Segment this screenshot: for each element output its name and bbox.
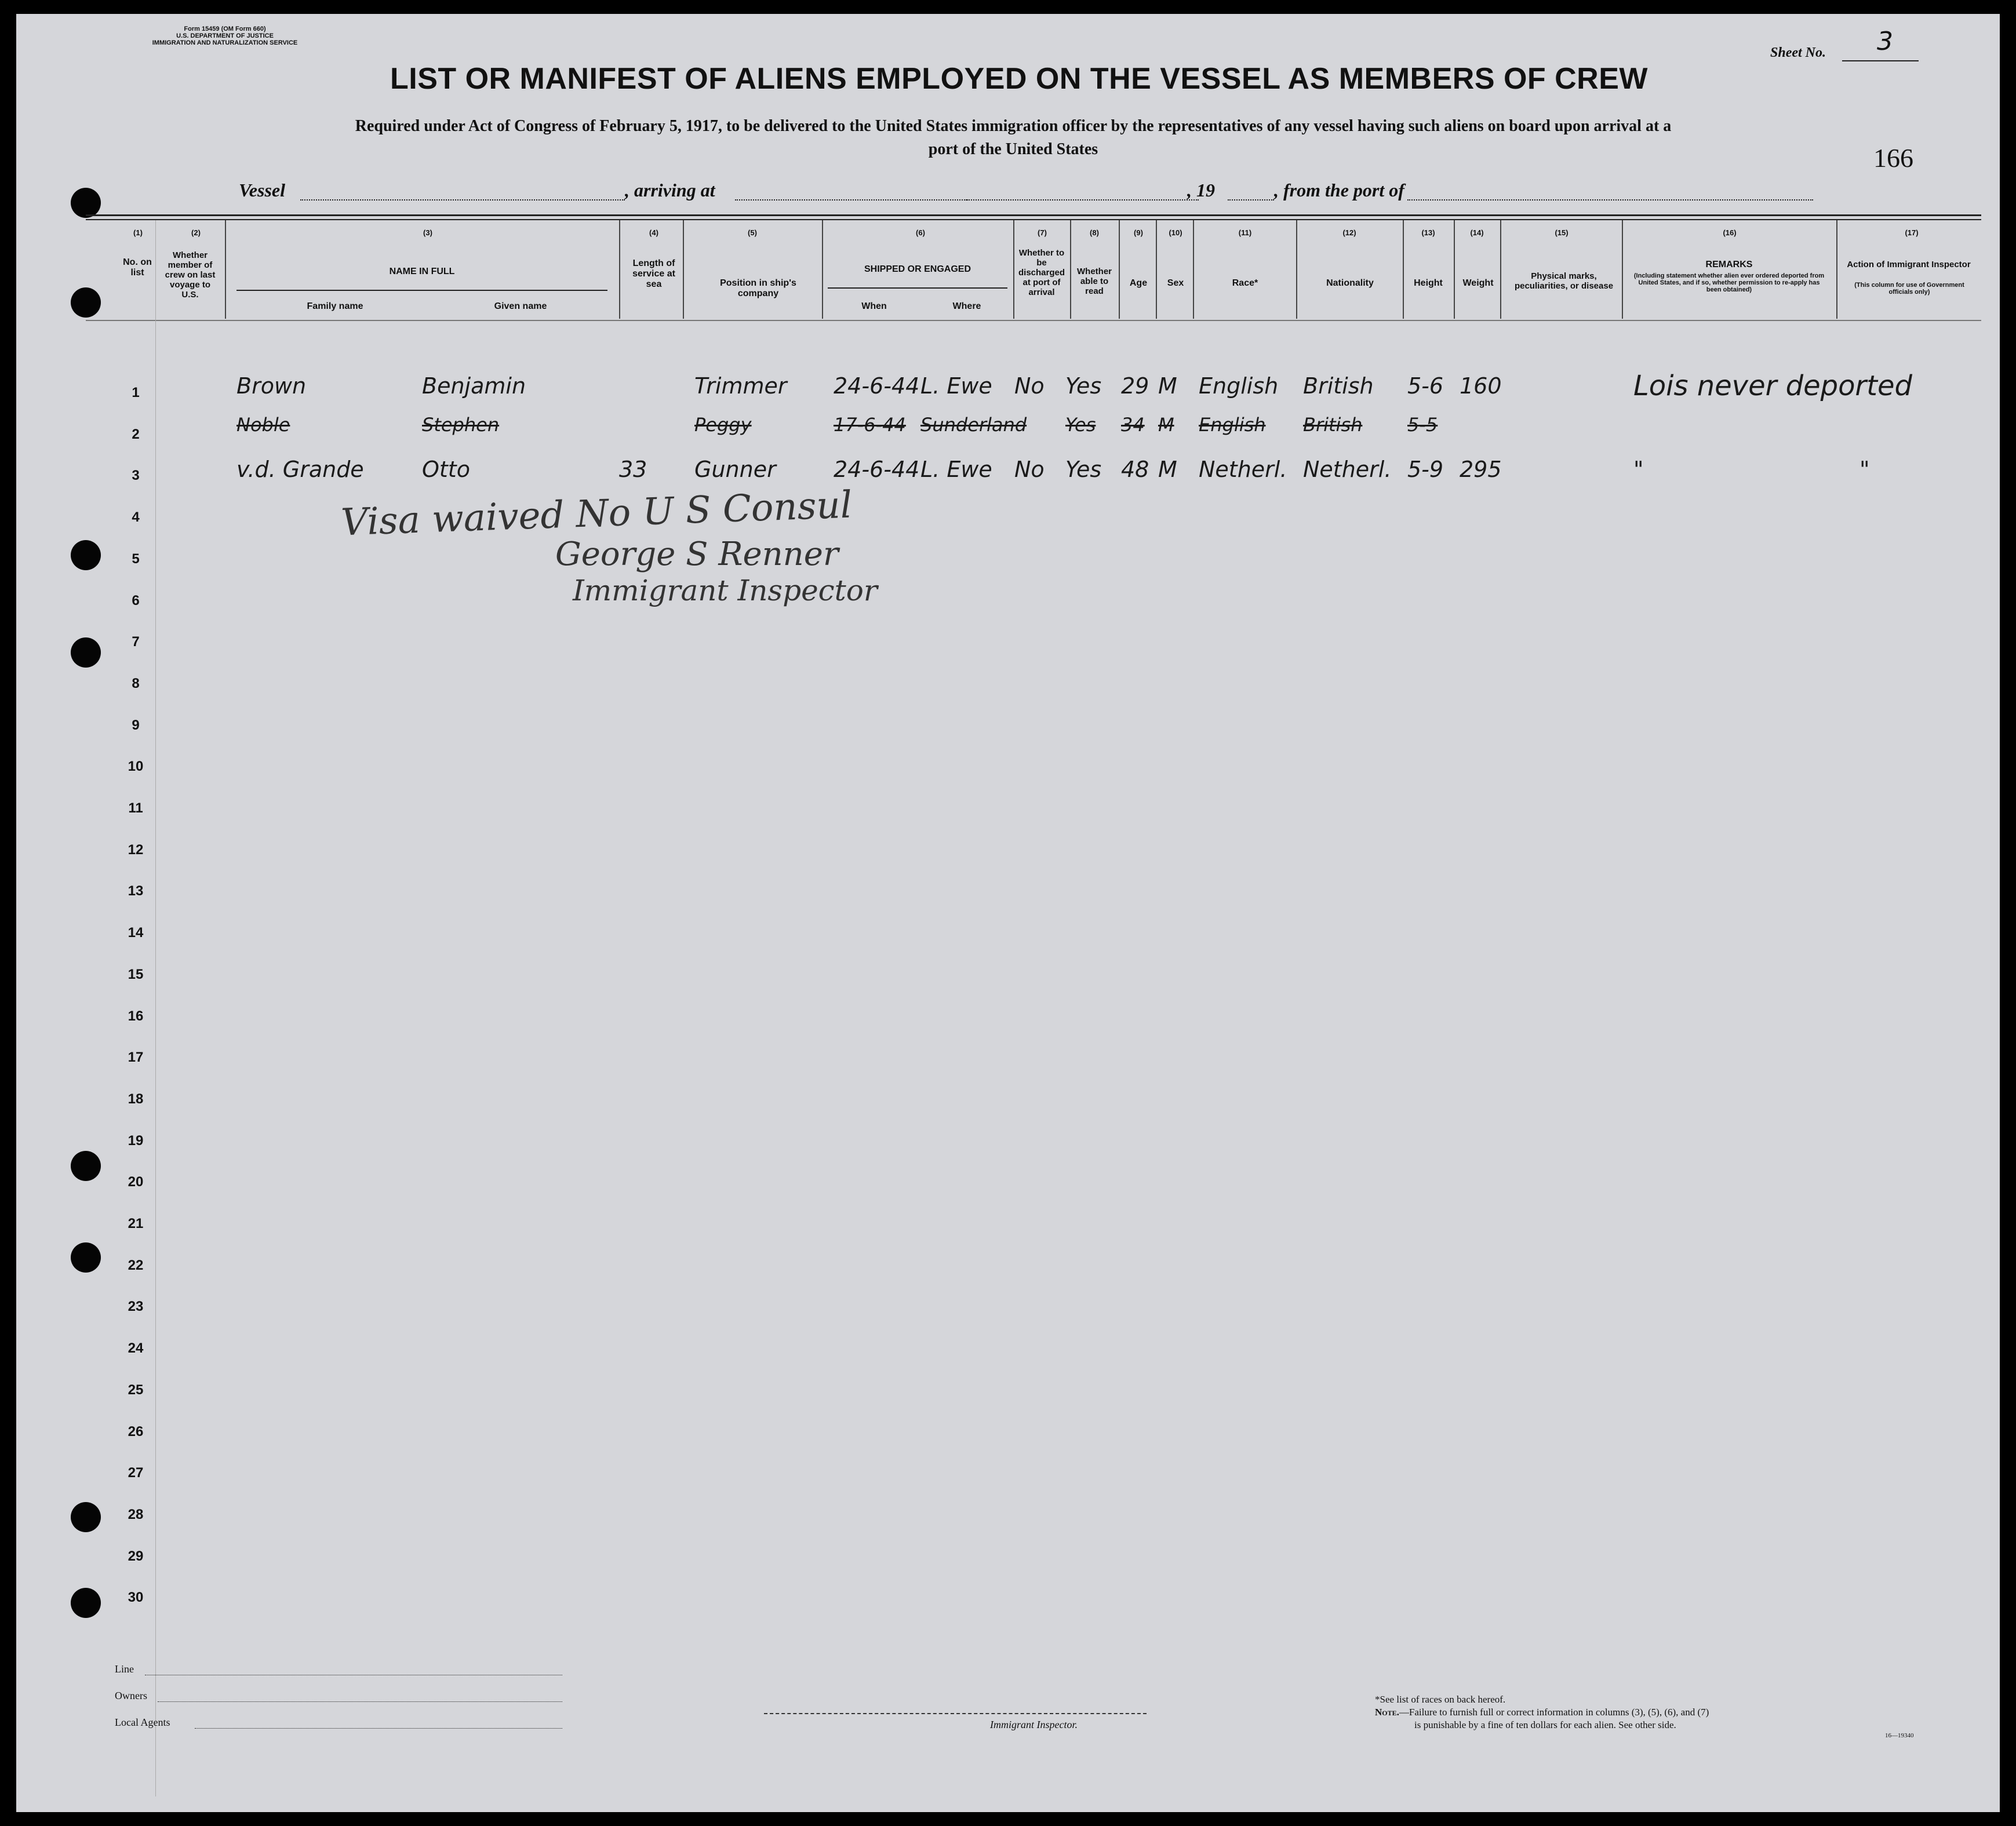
given-name-cell: Stephen (422, 414, 500, 436)
punch-hole (71, 287, 101, 318)
column-number: (17) (1905, 228, 1919, 237)
form-id (118, 25, 332, 46)
row-number: 26 (128, 1423, 144, 1439)
inspector-signature-title: Immigrant Inspector (573, 574, 878, 607)
header-member-of-crew: Whether member of crew on last voyage to U.S. (165, 250, 216, 300)
remarks-cell: " (1633, 457, 1644, 482)
manifest-page (16, 14, 2000, 1812)
header-remarks-note: (Including statement whether alien ever ordered deported from United States, and if so, whether permission to re-apply has been obtained) (1633, 272, 1825, 293)
column-divider (1296, 220, 1297, 319)
row-number: 17 (128, 1049, 144, 1066)
row-number: 7 (132, 634, 140, 650)
column-number: (14) (1470, 228, 1484, 237)
note-label: Note. (1375, 1707, 1399, 1718)
height-cell: 5-6 (1407, 373, 1444, 399)
column-number: (4) (649, 228, 658, 237)
column-divider (619, 220, 620, 319)
print-code: 16—19340 (1885, 1732, 1914, 1739)
read-cell: Yes (1065, 414, 1096, 436)
column-number: (15) (1555, 228, 1569, 237)
column-divider (1836, 220, 1837, 319)
position-cell: Gunner (694, 457, 776, 482)
nationality-cell: Netherl. (1303, 457, 1392, 482)
row-number: 11 (128, 800, 143, 816)
column-number: (8) (1090, 228, 1099, 237)
where-cell: Sunderland (920, 414, 1027, 436)
column-divider (1622, 220, 1623, 319)
note-line-2: is punishable by a fine of ten dollars for each alien. See other side. (1414, 1719, 1676, 1730)
sheet-number: 3 (1877, 27, 1893, 56)
header-family-name: Family name (307, 301, 363, 311)
row-number: 16 (128, 1008, 144, 1024)
department-name: U.S. DEPARTMENT OF JUSTICE (176, 32, 274, 39)
footer-owners-label: Owners (115, 1690, 147, 1701)
punch-hole (71, 1242, 101, 1273)
note-line (1375, 1706, 1709, 1719)
header-height: Height (1414, 278, 1443, 288)
header-weight: Weight (1462, 278, 1494, 288)
header-remarks: REMARKS (1705, 260, 1753, 269)
date-field[interactable] (967, 199, 1199, 201)
header-discharged: Whether to be discharged at port of arrival (1018, 248, 1065, 297)
weight-cell: 295 (1460, 457, 1502, 482)
column-divider (1156, 220, 1157, 319)
year-field[interactable] (1228, 199, 1274, 201)
inspector-signature-line[interactable] (764, 1713, 1147, 1714)
vessel-field[interactable] (300, 199, 625, 201)
service-cell: 33 (619, 457, 647, 482)
row-number: 19 (128, 1132, 144, 1149)
read-cell: Yes (1065, 457, 1102, 482)
column-number: (13) (1421, 228, 1435, 237)
discharged-cell: No (1014, 373, 1045, 399)
when-cell: 24-6-44 (834, 457, 920, 482)
row-number: 1 (132, 385, 140, 400)
row-number: 9 (132, 717, 140, 733)
races-note: *See list of races on back hereof. (1375, 1694, 1506, 1705)
column-number: (2) (191, 228, 201, 237)
column-number: (11) (1238, 228, 1252, 237)
sheet-underline (1842, 60, 1919, 61)
height-cell: 5-5 (1407, 414, 1438, 436)
footer-local-agents-field[interactable] (195, 1728, 562, 1729)
year-label: , 19 (1187, 180, 1215, 201)
when-cell: 17-6-44 (834, 414, 906, 436)
row-number: 6 (132, 592, 140, 608)
header-able-to-read: Whether able to read (1077, 267, 1112, 296)
header-where: Where (952, 301, 981, 311)
age-cell: 34 (1121, 414, 1145, 436)
header-bottom-rule (86, 320, 1981, 321)
header-given-name: Given name (494, 301, 547, 311)
header-physical-marks: Physical marks, peculiarities, or disease (1514, 271, 1614, 291)
arriving-at-field[interactable] (735, 199, 967, 201)
column-number: (16) (1723, 228, 1737, 237)
header-race: Race* (1232, 278, 1258, 288)
row-number: 8 (132, 675, 140, 691)
race-cell: English (1199, 373, 1279, 399)
arriving-at-label: , arriving at (625, 180, 715, 201)
punch-hole (71, 1502, 101, 1532)
family-name-cell: Brown (236, 373, 307, 399)
row-number: 18 (128, 1091, 144, 1107)
when-cell: 24-6-44 (834, 373, 920, 399)
row-number: 24 (128, 1340, 144, 1357)
row-number: 13 (128, 883, 144, 899)
footer-owners-field[interactable] (158, 1701, 562, 1702)
column-number: (7) (1038, 228, 1047, 237)
family-name-cell: Noble (236, 414, 290, 436)
given-name-cell: Otto (422, 457, 470, 482)
row-number: 5 (132, 551, 140, 567)
column-divider (225, 220, 226, 319)
nationality-cell: British (1303, 414, 1363, 436)
header-nationality: Nationality (1326, 278, 1374, 288)
action-cell: " (1859, 457, 1870, 482)
sex-cell: M (1158, 373, 1177, 399)
form-number: Form 15459 (OM Form 660) (184, 25, 266, 32)
header-age: Age (1129, 278, 1148, 288)
visa-annotation: Visa waived No U S Consul (340, 483, 853, 545)
row-number: 12 (128, 841, 144, 858)
row-number: 4 (132, 509, 140, 526)
column-number: (9) (1134, 228, 1143, 237)
vessel-label: Vessel (239, 180, 285, 201)
column-number: (5) (748, 228, 757, 237)
position-cell: Peggy (694, 414, 752, 436)
column-number: (6) (916, 228, 925, 237)
header-when: When (861, 301, 887, 311)
punch-hole (71, 188, 101, 218)
from-port-label: , from the port of (1274, 180, 1404, 201)
service-name: IMMIGRATION AND NATURALIZATION SERVICE (152, 39, 298, 46)
subtitle-line-2: port of the United States (928, 140, 1098, 158)
row-number: 29 (128, 1548, 144, 1564)
column-divider (1500, 220, 1501, 319)
where-cell: L. Ewe (920, 457, 992, 482)
column-divider (683, 220, 684, 319)
age-cell: 29 (1121, 373, 1149, 399)
column-divider (155, 220, 156, 1796)
column-number: (3) (423, 228, 432, 237)
column-number: (10) (1169, 228, 1182, 237)
row-number: 10 (128, 759, 144, 775)
column-divider (1193, 220, 1194, 319)
nationality-cell: British (1303, 373, 1374, 399)
row-number: 30 (128, 1590, 144, 1606)
header-length-of-service: Length of service at sea (632, 258, 675, 289)
row-number: 25 (128, 1382, 144, 1398)
punch-hole (71, 1151, 101, 1181)
row-number: 14 (128, 925, 144, 941)
column-divider (1403, 220, 1404, 319)
row-number: 3 (132, 468, 140, 484)
header-action-inspector: Action of Immigrant Inspector (1847, 260, 1971, 269)
subtitle-line-1: Required under Act of Congress of February 5, 1917, to be delivered to the United States immigration officer by the representatives of any vessel having such aliens on board upon arrival at a (355, 117, 1672, 135)
inspector-signature: George S Renner (555, 535, 839, 573)
shipped-underline (828, 287, 1007, 289)
table-top-rule (86, 214, 1981, 216)
row-number: 23 (128, 1299, 144, 1315)
row-number: 15 (128, 966, 144, 982)
header-sex: Sex (1167, 278, 1184, 288)
discharged-cell: No (1014, 457, 1045, 482)
header-no-on-list: No. on list (123, 257, 152, 278)
age-cell: 48 (1121, 457, 1149, 482)
read-cell: Yes (1065, 373, 1102, 399)
name-underline (236, 290, 607, 291)
punch-hole (71, 637, 101, 668)
position-cell: Trimmer (694, 373, 787, 399)
page-number: 166 (1873, 143, 1913, 173)
column-divider (1119, 220, 1120, 319)
family-name-cell: v.d. Grande (236, 457, 364, 482)
where-cell: L. Ewe (920, 373, 992, 399)
row-number: 22 (128, 1257, 144, 1273)
header-name-in-full: NAME IN FULL (389, 267, 455, 276)
header-shipped-or-engaged: SHIPPED OR ENGAGED (864, 264, 971, 274)
height-cell: 5-9 (1407, 457, 1444, 482)
row-number: 2 (132, 426, 140, 442)
row-number: 21 (128, 1216, 144, 1231)
sex-cell: M (1158, 414, 1174, 436)
header-action-note: (This column for use of Government officials only) (1854, 282, 1964, 296)
from-port-field[interactable] (1407, 199, 1813, 201)
page-title: LIST OR MANIFEST OF ALIENS EMPLOYED ON THE VESSEL AS MEMBERS OF CREW (390, 62, 1648, 96)
note-text: —Failure to furnish full or correct information in columns (3), (5), (6), and (7) (1399, 1707, 1709, 1718)
footer-line-label: Line (115, 1663, 134, 1675)
column-number: (12) (1342, 228, 1356, 237)
table-top-rule-2 (86, 219, 1981, 220)
column-divider (822, 220, 823, 319)
race-cell: English (1199, 414, 1266, 436)
given-name-cell: Benjamin (422, 373, 526, 399)
header-position: Position in ship's company (720, 278, 796, 298)
row-number: 28 (128, 1506, 144, 1522)
immigrant-inspector-label: Immigrant Inspector. (990, 1719, 1078, 1730)
row-number: 27 (128, 1465, 144, 1481)
weight-cell: 160 (1460, 373, 1502, 399)
punch-hole (71, 1588, 101, 1618)
punch-hole (71, 540, 101, 570)
race-cell: Netherl. (1199, 457, 1287, 482)
footer-local-agents-label: Local Agents (115, 1716, 170, 1728)
sheet-label: Sheet No. (1770, 45, 1826, 60)
column-number: (1) (133, 228, 143, 237)
column-divider (1454, 220, 1455, 319)
remarks-cell: Lois never deported (1633, 370, 1912, 402)
sex-cell: M (1158, 457, 1177, 482)
row-number: 20 (128, 1174, 144, 1190)
